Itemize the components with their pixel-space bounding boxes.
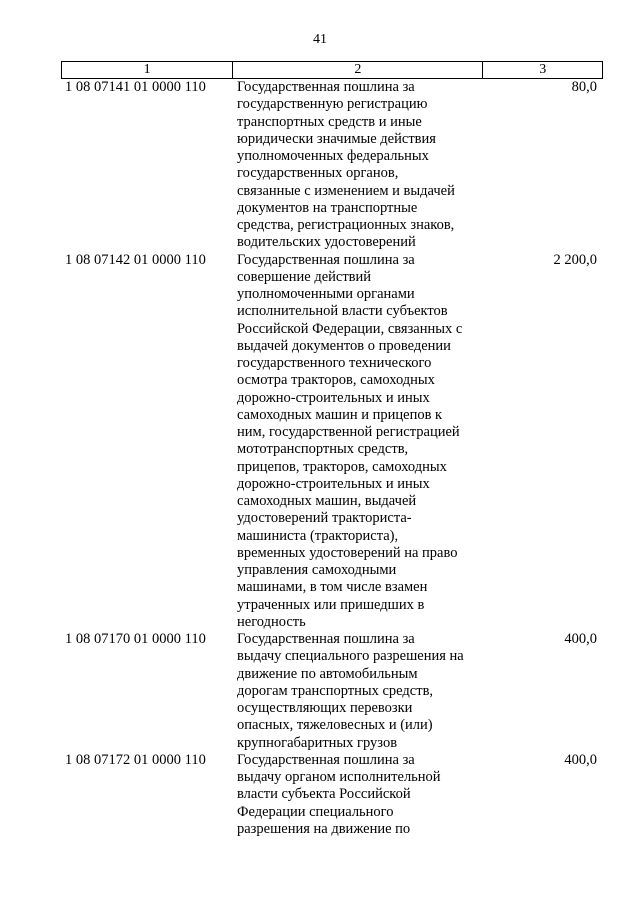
description-line: дорожно-строительных и иных [237,389,430,406]
classification-code: 1 08 07170 01 0000 110 [65,631,206,647]
description-line: крупногабаритных грузов [237,734,398,751]
classification-code: 1 08 07172 01 0000 110 [65,751,206,768]
description-line: выдачу органом исполнительной [237,769,441,785]
income-description [232,79,482,252]
column-header-2: 2 [233,62,483,78]
description-line: ним, государственной регистрацией [237,424,460,440]
description-line: власти субъекта Российской [237,786,411,803]
description-line: выдачу специального разрешения на [237,648,464,665]
description-line: Федерации специального [237,803,394,820]
description-line: государственную регистрацию [237,96,428,113]
description-line: государственных органов, [237,165,399,182]
description-line: связанные с изменением и выдачей [237,182,455,199]
description-line: утраченных или пришедших в [237,596,425,613]
column-header-3: 3 [539,62,547,77]
table-row [61,631,603,752]
description-line: самоходных машин и прицепов к [237,406,443,423]
table-row [61,752,603,838]
description-line: разрешения на движение по [237,820,411,837]
description-line: уполномоченными органами [237,286,415,302]
description-line: мототранспортных средств, [237,441,409,458]
amount-value: 400,0 [564,751,597,768]
description-line: опасных, тяжеловесных и (или) [237,717,433,734]
description-line: Государственная пошлина за [237,751,415,768]
description-line: Государственная пошлина за [237,79,415,95]
description-line: самоходных машин, выдачей [237,493,417,509]
description-line: юридически значимые действия [237,130,436,147]
description-line: водительских удостоверений [237,234,416,251]
classification-code: 1 08 07142 01 0000 110 [65,251,206,268]
description-line: прицепов, тракторов, самоходных [237,458,447,475]
description-line: дорожно-строительных и иных [237,475,430,492]
description-line: машиниста (тракториста), [237,527,399,544]
table-row [61,252,603,632]
amount-value: 400,0 [564,631,597,647]
description-line: Государственная пошлина за [237,631,415,647]
table-row [61,79,603,252]
table-header-row [61,61,603,79]
description-line: осмотра тракторов, самоходных [237,372,435,389]
income-description [232,752,482,838]
description-line: дорогам транспортных средств, [237,682,434,699]
description-line: Государственная пошлина за [237,251,415,268]
description-line: временных удостоверений на право [237,544,458,561]
description-line: негодность [237,613,306,630]
description-line: документов на транспортные [237,199,418,216]
description-line: государственного технического [237,355,432,371]
income-description [232,252,482,632]
fees-table [61,61,603,838]
income-description [232,631,482,752]
description-line: осуществляющих перевозки [237,700,413,716]
description-line: транспортных средств и иные [237,113,422,130]
description-line: машинами, в том числе взамен [237,579,428,596]
amount-value: 80,0 [571,79,597,95]
description-line: совершение действий [237,268,372,285]
description-line: управления самоходными [237,562,397,578]
table-body [61,79,603,838]
description-line: выдачей документов о проведении [237,337,451,354]
column-header-1: 1 [62,62,233,78]
page-number: 41 [313,32,327,47]
amount-value: 2 200,0 [553,251,597,268]
classification-code: 1 08 07141 01 0000 110 [65,79,206,95]
description-line: движение по автомобильным [237,665,418,682]
description-line: исполнительной власти субъектов [237,303,448,320]
description-line: Российской Федерации, связанных с [237,320,463,337]
description-line: уполномоченных федеральных [237,148,429,164]
description-line: средства, регистрационных знаков, [237,217,455,233]
description-line: удостоверений тракториста- [237,510,412,527]
